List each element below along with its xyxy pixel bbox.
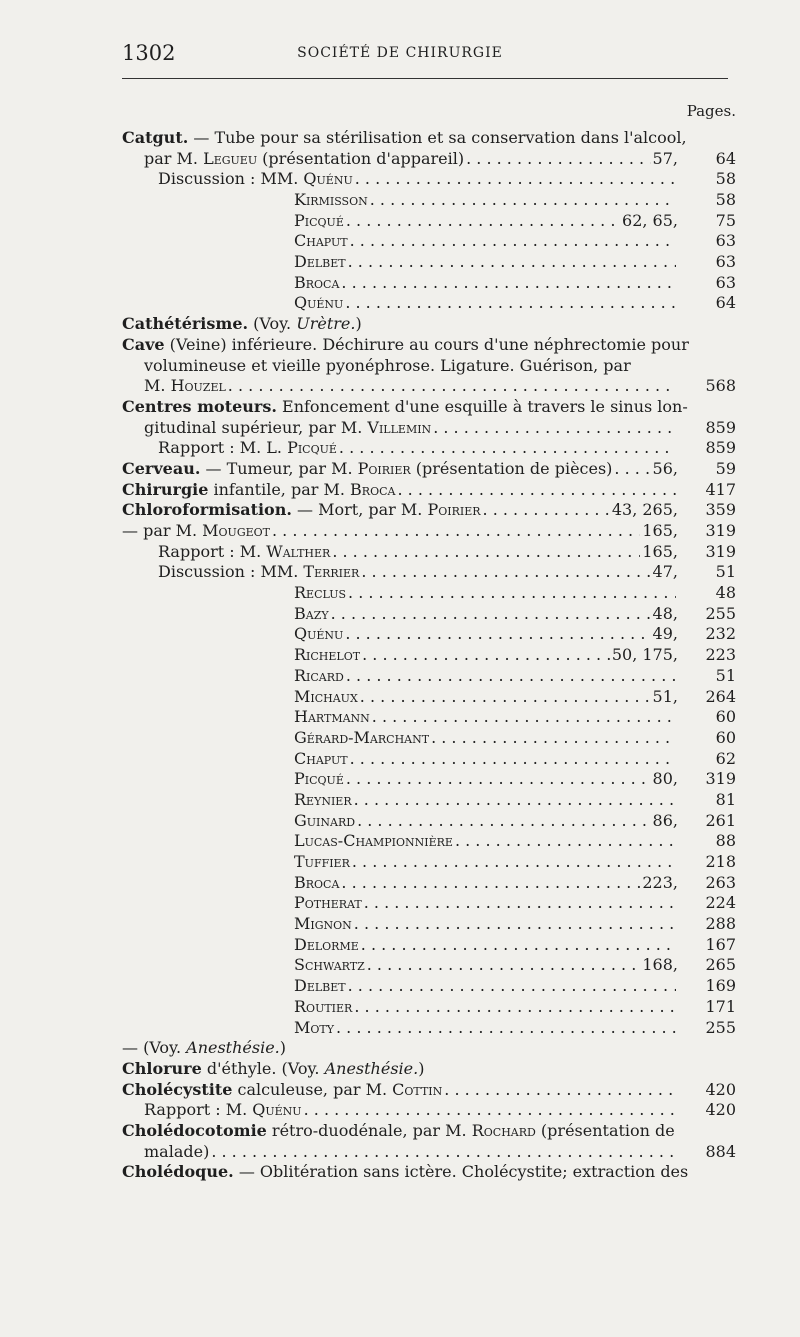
dot-leader (397, 480, 676, 501)
entry-text (294, 873, 339, 894)
entry-continuation: ) (279, 1038, 287, 1058)
index-line (122, 1100, 736, 1121)
dot-leader (339, 438, 676, 459)
dot-leader (346, 211, 620, 232)
entry-body: — par M. (122, 521, 203, 541)
entry-heading: Centres moteurs. (122, 396, 277, 416)
index-line (122, 128, 736, 149)
page-refs: 48, (652, 603, 678, 623)
entry-continuation: ) (418, 1058, 425, 1078)
page-number-ref: 420 (705, 1079, 736, 1099)
entry-text (294, 190, 368, 211)
dot-leader (346, 666, 676, 687)
entry-text (294, 252, 346, 273)
author-name: Delorme (294, 934, 359, 954)
author-name: Moty (294, 1017, 334, 1037)
author-name: Delbet (294, 976, 346, 996)
author-name: Michaux (294, 686, 358, 706)
entry-text (294, 1018, 334, 1039)
dot-leader (614, 459, 650, 480)
entry-heading: Cholédocotomie (122, 1121, 267, 1140)
page-number-ref: 223 (705, 645, 736, 665)
dot-leader (370, 190, 676, 211)
author-name: Poirier (357, 459, 411, 478)
page-refs: 80, (652, 769, 678, 789)
author-name: Cottin (392, 1079, 443, 1099)
index-line (122, 562, 736, 583)
index-line (122, 459, 736, 480)
index-line (122, 645, 736, 666)
entry-text (294, 935, 359, 956)
entry-heading: Cave (122, 334, 165, 354)
page-number-ref: 63 (715, 272, 736, 292)
index-line (122, 1038, 736, 1059)
page-refs: 49, (652, 624, 678, 644)
page-number-ref: 62 (715, 748, 736, 768)
author-name: Broca (294, 272, 340, 292)
entry-text (294, 831, 453, 852)
author-name: Quénu (252, 1100, 302, 1120)
page-number-ref: 255 (705, 1017, 736, 1037)
index-line (122, 418, 736, 439)
author-name: Broca (294, 872, 340, 892)
entry-text (158, 542, 330, 563)
page-number-ref: 51 (715, 562, 736, 582)
page-number-ref: 288 (705, 914, 736, 934)
entry-text (294, 211, 344, 232)
author-name: Chaput (294, 748, 348, 768)
index-line (122, 438, 736, 459)
index-line (122, 169, 736, 190)
author-name: Poirier (427, 500, 481, 520)
index-line (122, 666, 736, 687)
page-number-ref: 420 (705, 1100, 736, 1120)
entry-text (122, 480, 395, 501)
author-name: Routier (294, 996, 353, 1016)
entry-heading: Cathétérisme. (122, 314, 249, 334)
index-line (122, 769, 736, 790)
page-number-ref: 48 (715, 583, 736, 603)
entry-text (122, 521, 270, 542)
page-refs: 62, 65, (622, 210, 678, 230)
entry-text (122, 335, 689, 356)
index-line (122, 852, 736, 873)
index-line (122, 356, 736, 377)
entry-heading: Cholécystite (122, 1079, 233, 1099)
index-line (122, 376, 736, 397)
dot-leader (431, 728, 676, 749)
entry-text (294, 625, 343, 646)
entry-text (122, 1059, 424, 1080)
page-number-ref: 568 (705, 376, 736, 396)
dot-leader (341, 273, 676, 294)
entry-continuation: ) (355, 314, 362, 334)
dot-leader (350, 749, 676, 770)
dot-leader (357, 811, 650, 832)
author-name: Reclus (294, 583, 347, 603)
page-number-ref: 859 (705, 438, 736, 458)
dot-leader (345, 625, 650, 646)
author-name: Potherat (294, 893, 362, 913)
index-line (122, 1018, 736, 1039)
index-line (122, 831, 736, 852)
entry-body: — Tumeur, par M. (200, 459, 358, 478)
dot-leader (364, 893, 676, 914)
page-number-ref: 417 (705, 479, 736, 499)
entry-text (122, 1038, 286, 1059)
entry-text (122, 397, 688, 418)
author-name: Mignon (294, 914, 352, 934)
page-number-ref: 218 (705, 852, 736, 872)
entry-body: volumineuse et vieille pyonéphrose. Ligature. Guérison, par (144, 355, 631, 375)
author-name: Schwartz (294, 955, 365, 975)
entry-text (158, 438, 337, 459)
entry-text (122, 314, 362, 335)
page-refs: 50, 175, (611, 645, 678, 665)
author-name: Quénu (303, 169, 353, 189)
index-line (122, 1121, 736, 1142)
entry-text (144, 149, 464, 170)
index-line (122, 397, 736, 418)
author-name: Legueu (203, 148, 258, 168)
dot-leader (372, 707, 676, 728)
author-name: Broca (350, 479, 396, 499)
author-name: Picqué (287, 438, 337, 458)
dot-leader (361, 562, 650, 583)
entry-text (122, 128, 687, 149)
page-number-ref: 884 (705, 1141, 736, 1161)
dot-leader (367, 956, 641, 977)
page-number-ref: 224 (705, 893, 736, 913)
page-number-ref: 263 (705, 872, 736, 892)
entry-text (158, 169, 353, 190)
index-line (122, 956, 736, 977)
entry-text (144, 376, 226, 397)
index-line (122, 625, 736, 646)
entry-text (294, 294, 343, 315)
index-line (122, 1142, 736, 1163)
page-number-ref: 169 (705, 976, 736, 996)
page-number-ref: 75 (715, 210, 736, 230)
page-number-ref: 319 (705, 521, 736, 541)
cross-reference: Anesthésie. (186, 1038, 280, 1058)
entry-heading: Cholédoque. (122, 1162, 234, 1182)
dot-leader (361, 935, 676, 956)
author-name: Rochard (471, 1121, 536, 1140)
author-name: Quénu (294, 624, 344, 644)
dot-leader (444, 1080, 676, 1101)
entry-text (294, 645, 360, 666)
index-line (122, 149, 736, 170)
dot-leader (483, 500, 610, 521)
dot-leader (354, 790, 676, 811)
entry-body: (Veine) inférieure. Déchirure au cours d'une néphrectomie pour (164, 334, 689, 354)
entry-continuation: (présentation de (535, 1121, 675, 1140)
entry-text (294, 749, 348, 770)
index-line (122, 1080, 736, 1101)
page-number-ref: 88 (715, 831, 736, 851)
index-line (122, 728, 736, 749)
entry-text (294, 769, 344, 790)
page-refs: 47, (652, 562, 678, 582)
entry-body: infantile, par M. (208, 479, 351, 499)
page-number-ref: 59 (715, 459, 736, 478)
entry-body: rétro-duodénale, par M. (266, 1121, 472, 1140)
entry-body: Enfoncement d'une esquille à travers le sinus lon- (276, 396, 688, 416)
index-line (122, 273, 736, 294)
author-name: Terrier (303, 562, 360, 582)
dot-leader (336, 1018, 676, 1039)
author-name: Tuffier (294, 852, 350, 872)
author-name: Hartmann (294, 707, 370, 727)
entry-text (294, 811, 355, 832)
entry-continuation: (présentation d'appareil) (257, 148, 465, 168)
page-number-ref: 58 (715, 190, 736, 210)
entry-text (294, 976, 346, 997)
index-line (122, 500, 736, 521)
author-name: Villemin (367, 417, 432, 437)
index-line (122, 707, 736, 728)
entry-text (294, 997, 352, 1018)
entry-text (294, 687, 358, 708)
entry-text (122, 459, 612, 480)
page-number-ref: 64 (715, 293, 736, 313)
entry-text (122, 1162, 688, 1183)
entry-heading: Catgut. (122, 128, 189, 147)
dot-leader (360, 687, 651, 708)
index-line (122, 314, 736, 335)
entry-text (144, 1142, 209, 1163)
dot-leader (272, 521, 640, 542)
dot-leader (352, 852, 676, 873)
page-number-ref: 64 (715, 148, 736, 168)
entry-text (294, 231, 348, 252)
dot-leader (466, 149, 650, 170)
entry-text (294, 707, 370, 728)
index-line (122, 749, 736, 770)
page-number-ref: 58 (715, 169, 736, 189)
entry-body: Rapport : M. (158, 541, 267, 561)
index-line (122, 604, 736, 625)
author-name: Gérard-Marchant (294, 727, 430, 747)
cross-reference: Anesthésie. (324, 1058, 419, 1078)
dot-leader (354, 997, 676, 1018)
page-refs: 165, (642, 541, 678, 561)
dot-leader (228, 376, 676, 397)
author-name: Guinard (294, 810, 356, 830)
dot-leader (348, 583, 676, 604)
entry-text (294, 790, 352, 811)
entry-body: malade) (144, 1141, 210, 1161)
index-line (122, 893, 736, 914)
entry-text (294, 852, 350, 873)
dot-leader (348, 252, 676, 273)
author-name: Kirmisson (294, 190, 368, 210)
entry-text (144, 356, 631, 377)
author-name: Chaput (294, 231, 348, 251)
running-title: SOCIÉTÉ DE CHIRURGIE (297, 45, 503, 61)
author-name: Picqué (294, 210, 344, 230)
dot-leader (433, 418, 676, 439)
page-number-ref: 319 (705, 769, 736, 789)
page-number-ref: 51 (715, 665, 736, 685)
index-line (122, 583, 736, 604)
entry-heading: Chirurgie (122, 479, 209, 499)
index-line (122, 687, 736, 708)
entry-body: Rapport : M. (144, 1100, 253, 1120)
index-line (122, 252, 736, 273)
dot-leader (341, 873, 640, 894)
author-name: Walther (266, 541, 331, 561)
page-refs: 51, (652, 686, 678, 706)
index-line (122, 873, 736, 894)
page-number: 1302 (122, 41, 176, 65)
entry-text (122, 500, 481, 521)
entry-body: Discussion : MM. (158, 562, 304, 582)
entry-text (294, 273, 339, 294)
entry-body: par M. (144, 148, 204, 168)
page-number-ref: 261 (705, 810, 736, 830)
entry-body: Discussion : MM. (158, 169, 304, 189)
author-name: Delbet (294, 252, 346, 272)
index-line (122, 480, 736, 501)
page-refs: 168, (642, 955, 678, 975)
entry-text (122, 1080, 442, 1101)
dot-leader (346, 769, 651, 790)
index-line (122, 335, 736, 356)
pages-column-label: Pages. (686, 102, 736, 120)
index-line (122, 231, 736, 252)
entry-text (294, 666, 344, 687)
index-line (122, 976, 736, 997)
index-line (122, 935, 736, 956)
page-number-ref: 319 (705, 541, 736, 561)
author-name: Reynier (294, 790, 352, 809)
dot-leader (354, 914, 676, 935)
entry-body: Rapport : M. L. (158, 438, 288, 458)
index-line (122, 914, 736, 935)
page-number-ref: 232 (705, 624, 736, 644)
author-name: Mougeot (202, 521, 270, 541)
author-name: Bazy (294, 603, 329, 623)
page-number-ref: 60 (715, 707, 736, 727)
page-number-ref: 264 (705, 686, 736, 706)
index-line (122, 542, 736, 563)
index-line (122, 1059, 736, 1080)
entry-body: calculeuse, par M. (232, 1079, 393, 1099)
entry-body: gitudinal supérieur, par M. (144, 417, 368, 437)
dot-leader (350, 231, 676, 252)
entry-body: d'éthyle. (Voy. (201, 1058, 325, 1078)
entry-heading: Cerveau. (122, 459, 201, 478)
dot-leader (455, 831, 676, 852)
page-number-ref: 63 (715, 252, 736, 272)
index-line (122, 521, 736, 542)
page-number-ref: 265 (705, 955, 736, 975)
page-number-ref: 63 (715, 231, 736, 251)
index-line (122, 997, 736, 1018)
author-name: Ricard (294, 665, 344, 685)
author-name: Lucas-Championnière (294, 831, 453, 851)
entry-continuation: (présentation de pièces) (410, 459, 613, 478)
page-number-ref: 859 (705, 417, 736, 437)
page-refs: 43, 265, (611, 500, 678, 520)
index-line (122, 1162, 736, 1183)
page-number-ref: 60 (715, 727, 736, 747)
page-number-ref: 167 (705, 934, 736, 954)
author-name: Quénu (294, 293, 344, 313)
dot-leader (332, 542, 640, 563)
index-line (122, 811, 736, 832)
entry-body: M. (144, 376, 171, 396)
index-line (122, 790, 736, 811)
dot-leader (304, 1100, 676, 1121)
index-line (122, 294, 736, 315)
dot-leader (331, 604, 651, 625)
entry-text (294, 583, 346, 604)
page-refs: 56, (652, 459, 678, 478)
author-name: Houzel (170, 376, 226, 396)
entry-body: — Oblitération sans ictère. Cholécystite; extraction des (233, 1162, 689, 1182)
entry-heading: Chlorure (122, 1058, 202, 1078)
entry-text (122, 1121, 675, 1142)
entry-text (144, 418, 431, 439)
entry-text (294, 728, 429, 749)
page-refs: 223, (642, 872, 678, 892)
dot-leader (345, 294, 676, 315)
entry-heading: Chloroformisation. (122, 500, 292, 520)
entry-text (294, 956, 365, 977)
entry-text (294, 914, 352, 935)
entry-text (144, 1100, 302, 1121)
page-number-ref: 255 (705, 603, 736, 623)
author-name: Richelot (294, 645, 361, 665)
page-number-ref: 171 (705, 996, 736, 1016)
dot-leader (348, 976, 676, 997)
entry-body: — Tube pour sa stérilisation et sa conservation dans l'alcool, (188, 128, 687, 147)
entry-body: (Voy. (248, 314, 297, 334)
author-name: Picqué (294, 769, 344, 789)
entry-body: — (Voy. (122, 1038, 187, 1058)
dot-leader (355, 169, 676, 190)
page-number-ref: 81 (715, 790, 736, 809)
entry-text (294, 604, 329, 625)
entry-text (158, 562, 359, 583)
entry-text (294, 893, 362, 914)
index-line (122, 190, 736, 211)
dot-leader (362, 645, 610, 666)
dot-leader (211, 1142, 676, 1163)
page-refs: 165, (642, 521, 678, 541)
cross-reference: Urètre. (296, 314, 356, 334)
entry-body: — Mort, par M. (291, 500, 428, 520)
index-line (122, 211, 736, 232)
page-number-ref: 359 (705, 500, 736, 520)
page-refs: 86, (652, 810, 678, 830)
index-entries (122, 128, 736, 1183)
page-refs: 57, (652, 148, 678, 168)
header-rule (122, 78, 728, 79)
